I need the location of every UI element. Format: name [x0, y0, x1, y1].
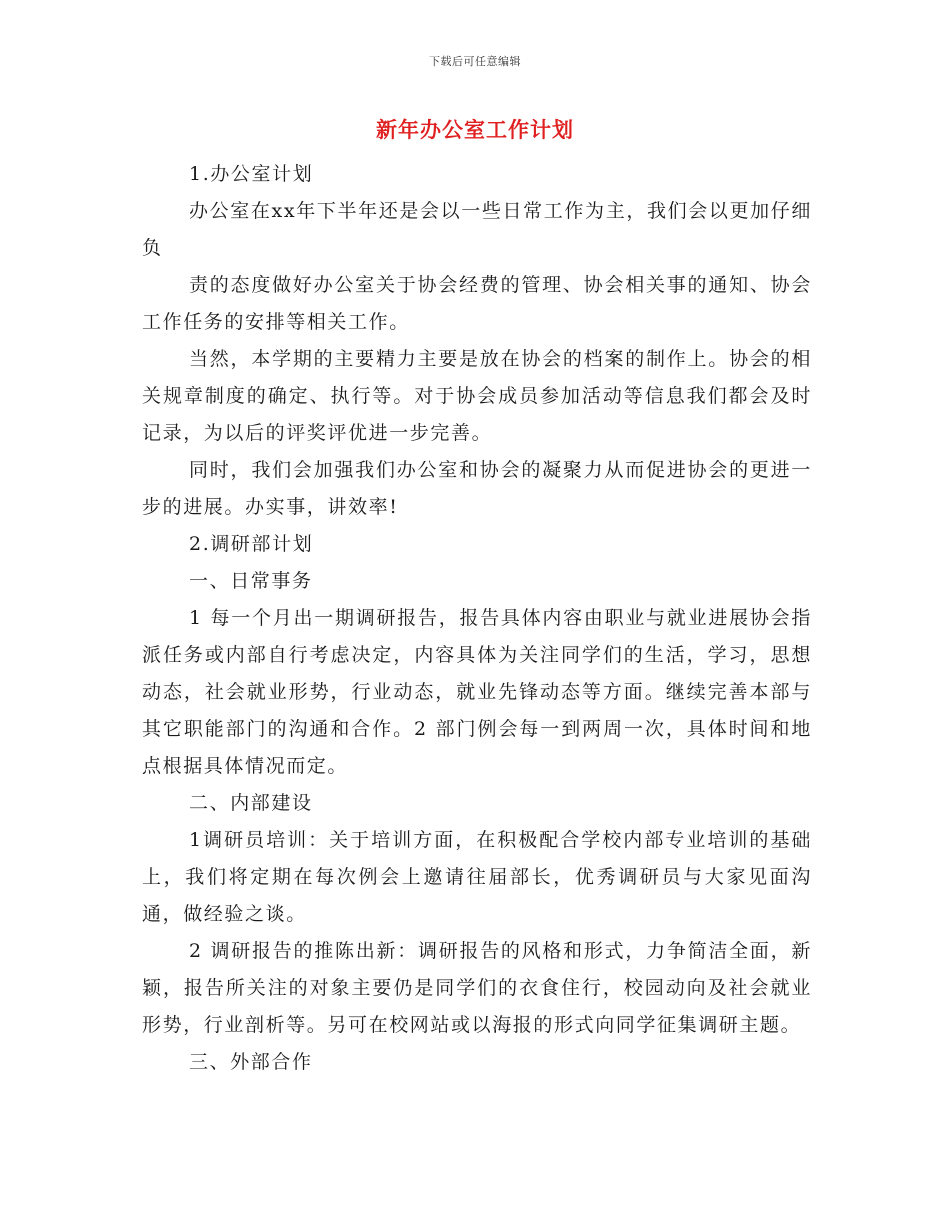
subheading-internal-building: 二、内部建设: [189, 792, 313, 814]
paragraph-office-duties: 责的态度做好办公室关于协会经费的管理、协会相关事的通知、协会工作任务的安排等相关工作。: [142, 274, 812, 333]
document-body: [142, 156, 812, 1081]
paragraph-researcher-training: 1调研员培训：关于培训方面，在积极配合学校内部专业培训的基础上，我们将定期在每次例会上邀请往届部长，优秀调研员与大家见面沟通，做经验之谈。: [142, 829, 812, 925]
paragraph-office-archives: 当然，本学期的主要精力主要是放在协会的档案的制作上。协会的相关规章制度的确定、执行等。对于协会成员参加活动等信息我们都会及时记录，为以后的评奖评优进一步完善。: [142, 348, 812, 444]
paragraph-report-innovation: 2 调研报告的推陈出新：调研报告的风格和形式，力争简洁全面，新颖，报告所关注的对象主要仍是同学们的衣食住行，校园动向及社会就业形势，行业剖析等。另可在校网站或以海报的形式向同学征集调研主题。: [142, 940, 812, 1036]
document-title: 新年办公室工作计划: [376, 117, 574, 142]
subheading-daily-affairs: 一、日常事务: [189, 570, 313, 592]
paragraph-daily-affairs: 1 每一个月出一期调研报告，报告具体内容由职业与就业进展协会指派任务或内部自行考虑决定，内容具体为关注同学们的生活，学习，思想动态，社会就业形势，行业动态，就业先锋动态等方面。继续完善本部与其它职能部门的沟通和合作。2 部门例会每一到两周一次，具体时间和地点根据具体情况而定。: [142, 607, 812, 777]
section-heading-office: 1.办公室计划: [189, 163, 314, 185]
header-note: 下载后可任意编辑: [429, 55, 521, 68]
paragraph-office-cohesion: 同时，我们会加强我们办公室和协会的凝聚力从而促进协会的更进一步的进展。办实事，讲效率!: [142, 459, 812, 518]
subheading-external-cooperation: 三、外部合作: [189, 1051, 313, 1073]
paragraph-office-intro: 办公室在xx年下半年还是会以一些日常工作为主，我们会以更加仔细负: [142, 200, 812, 259]
section-heading-research: 2.调研部计划: [189, 533, 314, 555]
